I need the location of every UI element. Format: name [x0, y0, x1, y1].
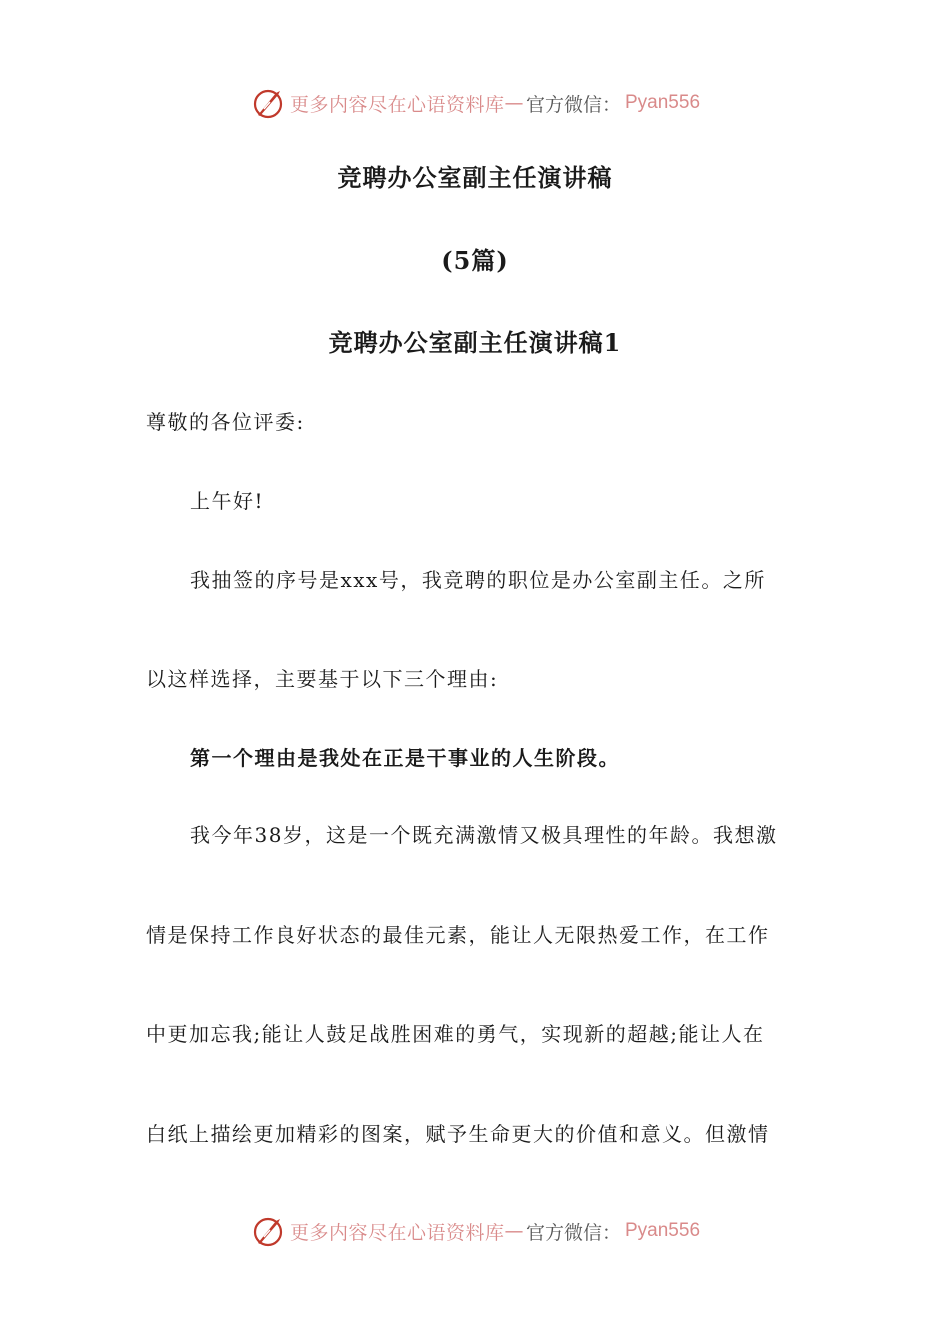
banner-dash: —	[504, 1220, 524, 1242]
banner-wechat-id: Pyan556	[625, 1220, 701, 1241]
paragraph-line: 情是保持工作良好状态的最佳元素，能让人无限热爱工作，在工作	[146, 923, 770, 947]
paragraph-line: 我今年38岁，这是一个既充满激情又极具理性的年龄。我想激	[190, 823, 778, 847]
banner-wechat-id: Pyan556	[625, 92, 701, 113]
quill-logo-icon	[250, 1213, 286, 1249]
document-title: 竞聘办公室副主任演讲稿	[337, 163, 613, 192]
reason-heading: 第一个理由是我处在正是干事业的人生阶段。	[190, 746, 620, 770]
banner-wechat-label: 官方微信：	[525, 93, 621, 116]
paragraph-line: 我抽签的序号是xxx号，我竞聘的职位是办公室副主任。之所	[190, 568, 766, 592]
section-title: 竞聘办公室副主任演讲稿1	[328, 328, 622, 357]
paragraph-line: 中更加忘我;能让人鼓足战胜困难的勇气，实现新的超越;能让人在	[146, 1022, 765, 1046]
paragraph-line: 以这样选择，主要基于以下三个理由:	[146, 667, 499, 691]
banner-dash: —	[504, 92, 524, 114]
banner-text: 更多内容尽在心语资料库	[289, 93, 505, 116]
banner-text: 更多内容尽在心语资料库	[289, 1221, 505, 1244]
footer-banner	[0, 1211, 950, 1251]
paragraph-line: 白纸上描绘更加精彩的图案，赋予生命更大的价值和意义。但激情	[146, 1122, 770, 1146]
banner-wechat-label: 官方微信：	[525, 1221, 621, 1244]
quill-logo-icon	[250, 85, 286, 121]
greeting: 上午好!	[190, 489, 265, 513]
document-subtitle: (5篇)	[441, 246, 509, 275]
salutation: 尊敬的各位评委:	[146, 410, 305, 434]
header-banner	[0, 83, 950, 123]
